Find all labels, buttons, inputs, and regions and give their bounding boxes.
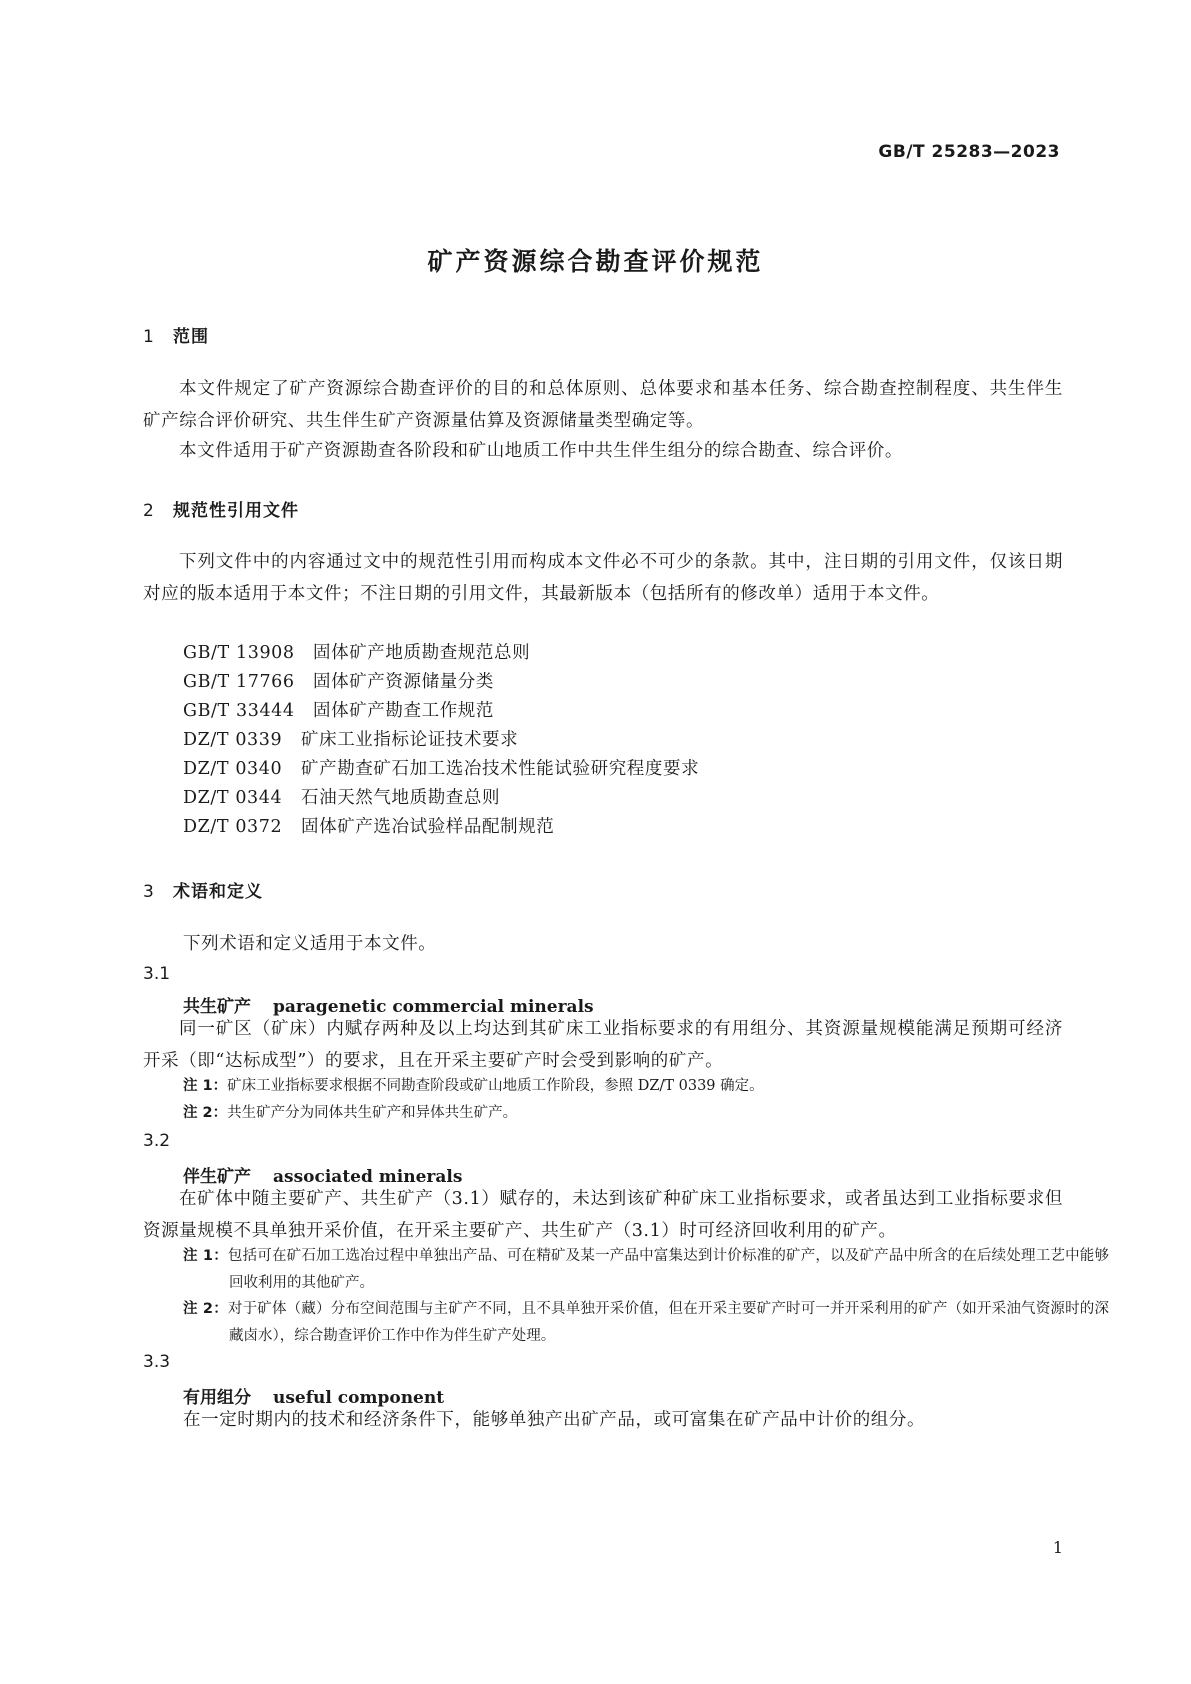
section-title: 规范性引用文件: [173, 501, 299, 521]
section-1-paragraph-2: 本文件适用于矿产资源勘查各阶段和矿山地质工作中共生伴生组分的综合勘查、综合评价。: [179, 441, 903, 461]
term-note: [183, 1073, 1109, 1100]
term-zh: 有用组分: [183, 1388, 251, 1408]
section-2-heading: [143, 496, 299, 521]
reference-title: 矿床工业指标论证技术要求: [301, 730, 519, 750]
reference-item: [183, 782, 500, 814]
section-3-intro: 下列术语和定义适用于本文件。: [183, 934, 437, 954]
section-title: 术语和定义: [173, 882, 263, 902]
document-title: 矿产资源综合勘查评价规范: [427, 247, 764, 276]
section-number: 2: [143, 501, 155, 521]
section-3-heading: [143, 877, 263, 902]
term-note: [183, 1100, 1109, 1127]
note-label: 注 2：: [183, 1301, 228, 1317]
section-number: 3: [143, 882, 155, 902]
note-text: 矿床工业指标要求根据不同勘查阶段或矿山地质工作阶段，参照 DZ/T 0339 确定。: [227, 1078, 764, 1094]
reference-code: DZ/T 0372: [183, 817, 283, 837]
term-definition: 同一矿区（矿床）内赋存两种及以上均达到其矿床工业指标要求的有用组分、其资源量规模能满足预期可经济开采（即“达标成型”）的要求，且在开采主要矿产时会受到影响的矿产。: [143, 1019, 1063, 1071]
reference-item: [183, 811, 554, 843]
reference-title: 固体矿产选冶试验样品配制规范: [301, 817, 555, 837]
note-text: 共生矿产分为同体共生矿产和异体共生矿产。: [227, 1105, 518, 1121]
reference-title: 固体矿产资源储量分类: [313, 672, 494, 692]
reference-code: GB/T 13908: [183, 643, 295, 663]
term-zh: 共生矿产: [183, 997, 251, 1017]
section-1-paragraph-1: 本文件规定了矿产资源综合勘查评价的目的和总体原则、总体要求和基本任务、综合勘查控制程度、共生伴生矿产综合评价研究、共生伴生矿产资源量估算及资源储量类型确定等。: [143, 379, 1063, 431]
term-en: associated minerals: [273, 1167, 463, 1187]
term-number: 3.2: [143, 1131, 171, 1151]
note-text: 包括可在矿石加工选冶过程中单独出产品、可在精矿及某一产品中富集达到计价标准的矿产，以及矿产品中所含的在后续处理工艺中能够回收利用的其他矿产。: [227, 1248, 1109, 1291]
term-definition: 在一定时期内的技术和经济条件下，能够单独产出矿产品，或可富集在矿产品中计价的组分。: [183, 1410, 926, 1430]
reference-code: GB/T 17766: [183, 672, 295, 692]
section-1-heading: [143, 322, 209, 347]
reference-title: 固体矿产勘查工作规范: [313, 701, 494, 721]
term-note: [183, 1243, 1109, 1297]
section-2-intro: 下列文件中的内容通过文中的规范性引用而构成本文件必不可少的条款。其中，注日期的引用文件，仅该日期对应的版本适用于本文件；不注日期的引用文件，其最新版本（包括所有的修改单）适用于本文件。: [143, 552, 1063, 604]
reference-item: [183, 666, 494, 698]
note-label: 注 1：: [183, 1078, 228, 1094]
reference-code: DZ/T 0340: [183, 759, 283, 779]
reference-title: 矿产勘查矿石加工选冶技术性能试验研究程度要求: [301, 759, 700, 779]
reference-code: DZ/T 0339: [183, 730, 283, 750]
note-label: 注 1：: [183, 1248, 228, 1264]
reference-item: [183, 695, 494, 727]
page-number: 1: [1052, 1538, 1063, 1557]
reference-code: DZ/T 0344: [183, 788, 283, 808]
term-number: 3.1: [143, 964, 171, 984]
reference-item: [183, 724, 518, 756]
section-title: 范围: [173, 327, 209, 347]
note-text: 对于矿体（藏）分布空间范围与主矿产不同，且不具单独开采价值，但在开采主要矿产时可一并开采利用的矿产（如开采油气资源时的深藏卤水），综合勘查评价工作中作为伴生矿产处理。: [227, 1301, 1109, 1344]
reference-title: 固体矿产地质勘查规范总则: [313, 643, 531, 663]
reference-code: GB/T 33444: [183, 701, 295, 721]
term-definition: 在矿体中随主要矿产、共生矿产（3.1）赋存的，未达到该矿种矿床工业指标要求，或者虽达到工业指标要求但资源量规模不具单独开采价值，在开采主要矿产、共生矿产（3.1）时可经济回收利用的矿产。: [143, 1189, 1063, 1241]
term-en: useful component: [273, 1388, 445, 1408]
standard-code: GB/T 25283—2023: [878, 142, 1060, 162]
reference-item: [183, 753, 699, 785]
term-number: 3.3: [143, 1352, 171, 1372]
reference-item: [183, 637, 530, 669]
term-zh: 伴生矿产: [183, 1167, 251, 1187]
term-en: paragenetic commercial minerals: [273, 997, 594, 1017]
section-number: 1: [143, 327, 155, 347]
term-note: [183, 1296, 1109, 1350]
reference-title: 石油天然气地质勘查总则: [301, 788, 501, 808]
note-label: 注 2：: [183, 1105, 228, 1121]
